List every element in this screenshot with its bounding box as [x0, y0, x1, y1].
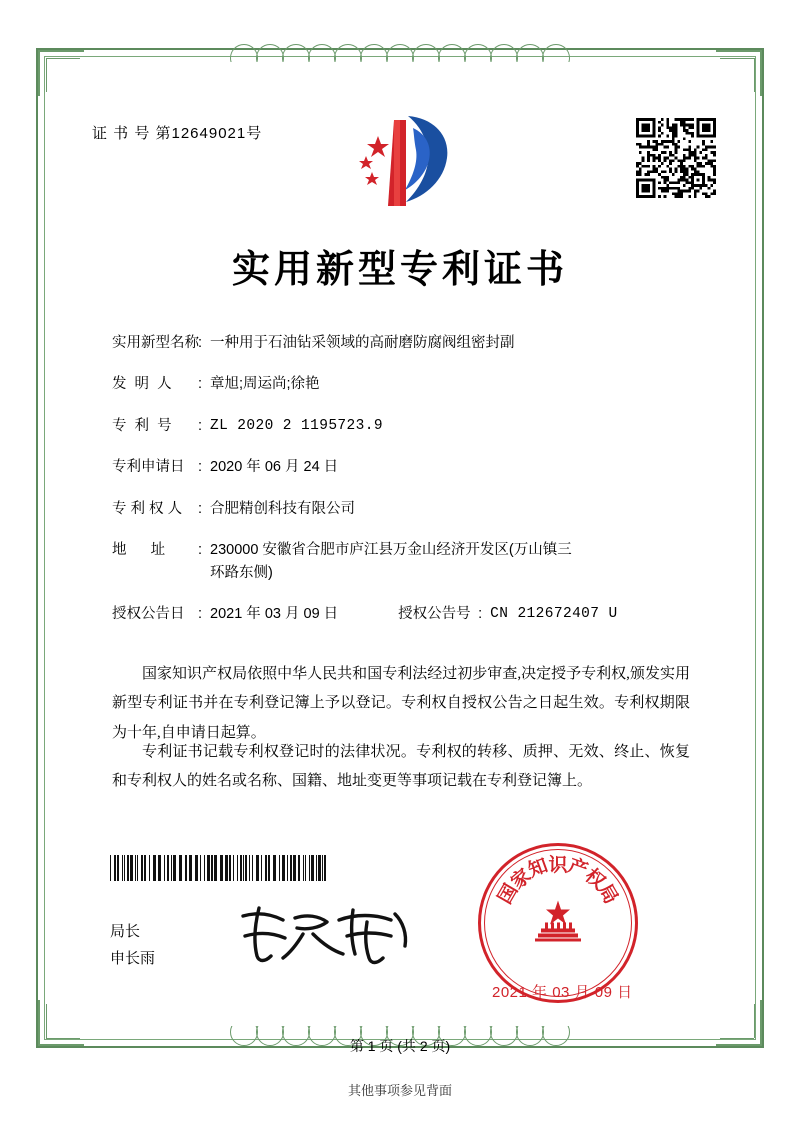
field-value: ZL 2020 2 1195723.9 [210, 417, 383, 434]
legal-paragraph-1-text: 国家知识产权局依照中华人民共和国专利法经过初步审查,决定授予专利权,颁发实用新型专利证书并在专利登记簿上予以登记。专利权自授权公告之日起生效。专利权期限为十年,自申请日起算。 [112, 666, 690, 741]
certificate-number: 证 书 号 第12649021号 [92, 125, 263, 142]
field-label: 发 明 人 [112, 376, 172, 393]
field-colon: : [198, 376, 203, 393]
field-label: 地 址 [112, 542, 166, 559]
handwritten-signature [235, 900, 415, 968]
barcode-icon [110, 855, 330, 881]
field-colon: : [478, 606, 483, 623]
director-title-label: 局长 [110, 923, 141, 940]
field-value: 2020 年 06 月 24 日 [210, 459, 339, 476]
flourish-top [230, 40, 570, 62]
seal-character: 家 [506, 864, 536, 894]
page-title: 实用新型专利证书 [231, 246, 568, 291]
field-row-application-date [112, 456, 702, 478]
field-label-grant-date: 授权公告日 [112, 606, 185, 623]
seal-character: 局 [593, 880, 623, 908]
page-number: 第 1 页 (共 2 页) [349, 1038, 451, 1054]
field-value: 章旭;周运尚;徐艳 [210, 376, 320, 393]
field-value: 230000 安徽省合肥市庐江县万金山经济开发区(万山镇三 [210, 542, 572, 559]
field-row-address [112, 539, 702, 584]
corner-ornament-top-left [38, 50, 84, 96]
field-colon: : [198, 417, 203, 434]
seal-character: 产 [565, 854, 591, 883]
field-colon: : [198, 335, 203, 351]
qr-code-icon [636, 118, 716, 198]
seal-character: 识 [548, 854, 568, 876]
legal-paragraph-1 [112, 660, 690, 748]
field-label: 专 利 号 [112, 417, 172, 434]
national-emblem-icon [527, 894, 589, 956]
corner-ornament-top-right [716, 50, 762, 96]
seal-character: 权 [580, 864, 610, 894]
field-label: 专 利 权 人 [112, 500, 183, 517]
legal-paragraph-2-text: 专利证书记载专利权登记时的法律状况。专利权的转移、质押、无效、终止、恢复和专利权人的姓名或名称、国籍、地址变更等事项记载在专利登记簿上。 [112, 744, 690, 790]
field-row-utility-model-name [112, 332, 702, 354]
field-row-patentee [112, 498, 702, 520]
field-value-grant-number: CN 212672407 U [490, 606, 618, 623]
seal-date: 2021 年 03 月 09 日 [492, 984, 633, 1001]
field-colon: : [198, 606, 203, 623]
field-value-grant-date: 2021 年 03 月 09 日 [210, 606, 339, 623]
field-value: 一种用于石油钻采领域的高耐磨防腐阀组密封副 [210, 335, 515, 351]
field-colon: : [198, 500, 203, 517]
field-row-inventors [112, 373, 702, 395]
field-colon: : [198, 542, 203, 559]
field-label: 实用新型名称 [112, 335, 199, 351]
field-colon: : [198, 459, 203, 476]
seal-character: 知 [525, 854, 551, 883]
field-value-line2: 环路东侧) [210, 564, 273, 581]
field-value: 合肥精创科技有限公司 [210, 500, 355, 517]
field-row-patent-number [112, 415, 702, 437]
field-label: 专利申请日 [112, 459, 185, 476]
director-name-label: 申长雨 [110, 950, 156, 967]
legal-paragraph-2 [112, 738, 690, 797]
footnote: 其他事项参见背面 [347, 1083, 452, 1098]
director-block [110, 918, 155, 972]
seal-character: 国 [493, 880, 523, 908]
field-row-grant-announcement [112, 603, 702, 625]
official-seal [478, 843, 638, 1003]
cnipa-logo-icon [350, 110, 455, 220]
field-label-grant-number: 授权公告号 [398, 606, 471, 623]
certificate-fields [112, 332, 702, 645]
